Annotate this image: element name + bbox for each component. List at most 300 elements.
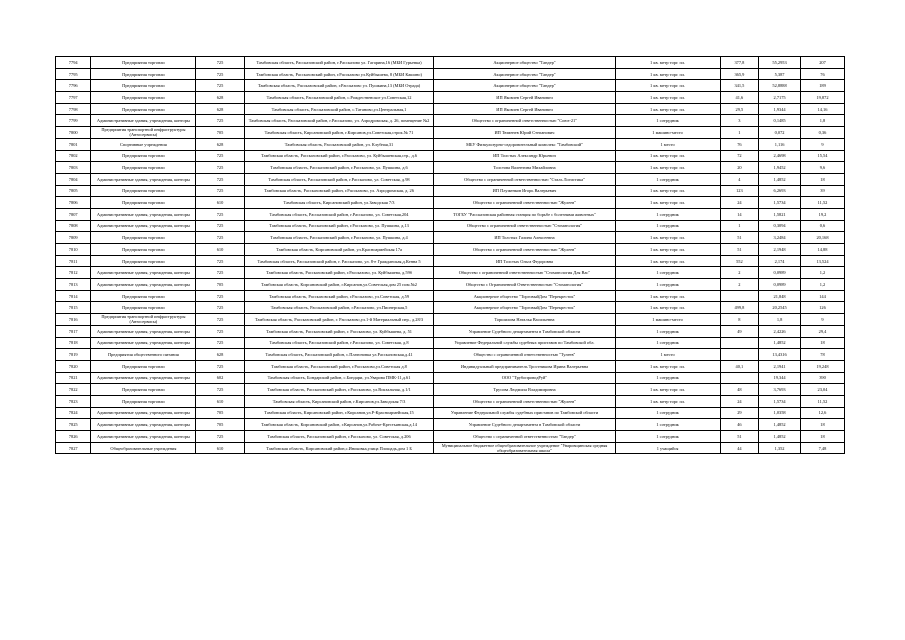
organization-cell: Общество с ограниченной ответственностью "Тулеев" bbox=[434, 349, 615, 361]
address-cell: Тамбовская область, Бондарский район, с.Бондари, ул.Уварова ПМК-11,д.61 bbox=[244, 372, 434, 384]
value-3-cell: 1,8 bbox=[800, 115, 844, 127]
address-cell: Тамбовская область, Кирсановский район, г.Кирсанов,ул.Рабоче-Крестьянская,д.14 bbox=[244, 419, 434, 431]
address-cell: Тамбовская область, Кирсановский район, ул.Заводская 7/3 bbox=[244, 197, 434, 209]
organization-cell: Общество с ограниченной ответственностью "Жулеев" bbox=[434, 197, 615, 209]
object-type-cell: Предприятия торговли bbox=[91, 302, 196, 314]
object-type-cell: Предприятия торговли bbox=[91, 68, 196, 80]
unit-cell: 1 сотрудник bbox=[615, 431, 720, 443]
table-row bbox=[56, 244, 845, 256]
table-row bbox=[56, 407, 845, 419]
table-row bbox=[56, 197, 845, 209]
row-id-cell: 7826 bbox=[56, 431, 91, 443]
value-1-cell bbox=[720, 290, 759, 302]
value-2-cell: 1,352 bbox=[759, 442, 801, 454]
organization-cell: Торшилова Наталья Васильевна bbox=[434, 314, 615, 326]
table-row bbox=[56, 92, 845, 104]
unit-cell: 1 кв. метр торг. пл. bbox=[615, 185, 720, 197]
code-cell: 610 bbox=[196, 442, 244, 454]
unit-cell: 1 кв. метр торг. пл. bbox=[615, 103, 720, 115]
address-cell: Тамбовская область, Рассказовский район, г.Рассказово, ул. Советская, д.206 bbox=[244, 431, 434, 443]
address-cell: Тамбовская область, Рассказовский район, г.Рассказово, ул. Аэродромская, д. 26, помещение №2 bbox=[244, 115, 434, 127]
organization-cell: Общество с ограниченной ответственностью "Жулеев" bbox=[434, 244, 615, 256]
row-id-cell: 7799 bbox=[56, 115, 91, 127]
table-row bbox=[56, 290, 845, 302]
object-type-cell: Предприятия торговли bbox=[91, 185, 196, 197]
code-cell: 705 bbox=[196, 407, 244, 419]
value-1-cell bbox=[720, 337, 759, 349]
code-cell: 610 bbox=[196, 395, 244, 407]
value-2-cell: 1,116 bbox=[759, 138, 801, 150]
object-type-cell: Административные здания, учреждения, конторы bbox=[91, 325, 196, 337]
value-2-cell: 21,848 bbox=[759, 290, 801, 302]
organization-cell: Индивидуальный предприниматель Тростникова Ирина Валерьевна bbox=[434, 360, 615, 372]
unit-cell: 1 кв. метр торг. пл. bbox=[615, 92, 720, 104]
unit-cell: 1 сотрудник bbox=[615, 173, 720, 185]
address-cell: Тамбовская область, Рассказовский район, г.Рассказово, ул. Советская, д.8 bbox=[244, 337, 434, 349]
value-3-cell: 76 bbox=[800, 68, 844, 80]
value-1-cell: 20 bbox=[720, 162, 759, 174]
unit-cell: 1 кв. метр торг. пл. bbox=[615, 197, 720, 209]
code-cell: 705 bbox=[196, 279, 244, 291]
organization-cell: Акционерное общество "Тандер" bbox=[434, 80, 615, 92]
organization-cell: ИП Толстых Александр Юрьевич bbox=[434, 150, 615, 162]
address-cell: Тамбовская область, Кирсановский район, г.Кирсанов,ул.Р-Красноармейская,15 bbox=[244, 407, 434, 419]
address-cell: Тамбовская область, Рассказовский район, с.Платоновка ул.Рассказовская,д.41 bbox=[244, 349, 434, 361]
code-cell: 725 bbox=[196, 57, 244, 69]
unit-cell: 1 кв. метр торг. пл. bbox=[615, 162, 720, 174]
code-cell: 725 bbox=[196, 337, 244, 349]
table-row bbox=[56, 127, 845, 139]
object-type-cell: Предприятия общественного питания bbox=[91, 349, 196, 361]
value-3-cell: 18 bbox=[800, 337, 844, 349]
organization-cell: ИП Плуженков Игорь Валерьевич bbox=[434, 185, 615, 197]
code-cell: 725 bbox=[196, 314, 244, 326]
row-id-cell: 7803 bbox=[56, 162, 91, 174]
table-row bbox=[56, 372, 845, 384]
table-row bbox=[56, 349, 845, 361]
organization-cell: ТОГБУ "Рассказовская районная станция по борьбе с болезнями животных" bbox=[434, 208, 615, 220]
row-id-cell: 7824 bbox=[56, 407, 91, 419]
row-id-cell: 7825 bbox=[56, 419, 91, 431]
organization-cell: ИП Толстых Галина Алексеевна bbox=[434, 232, 615, 244]
row-id-cell: 7823 bbox=[56, 395, 91, 407]
code-cell: 725 bbox=[196, 360, 244, 372]
organization-cell: Управление Федеральной службы судебных приставов по Тамбовской области bbox=[434, 407, 615, 419]
unit-cell: 1 сотрудник bbox=[615, 208, 720, 220]
table-row bbox=[56, 68, 845, 80]
value-3-cell: 19,2 bbox=[800, 208, 844, 220]
organization-cell: Управление Судебного департамента в Тамбовской области bbox=[434, 419, 615, 431]
value-2-cell: 19,344 bbox=[759, 372, 801, 384]
unit-cell: 1 кв. метр торг. пл. bbox=[615, 244, 720, 256]
object-type-cell: Предприятия транспортной инфраструктуры (Автосервисы) bbox=[91, 314, 196, 326]
registry-table bbox=[55, 56, 845, 454]
code-cell: 725 bbox=[196, 290, 244, 302]
value-3-cell: 11,52 bbox=[800, 197, 844, 209]
unit-cell: 1 кв. метр торг. пл. bbox=[615, 290, 720, 302]
row-id-cell: 7818 bbox=[56, 337, 91, 349]
value-2-cell: 1,5734 bbox=[759, 197, 801, 209]
value-1-cell: 76 bbox=[720, 138, 759, 150]
value-1-cell: 341,5 bbox=[720, 80, 759, 92]
unit-cell: 1 сотрудник bbox=[615, 267, 720, 279]
row-id-cell: 7812 bbox=[56, 267, 91, 279]
value-2-cell: 52,8888 bbox=[759, 80, 801, 92]
value-2-cell: 13,4316 bbox=[759, 349, 801, 361]
object-type-cell: Административные здания, учреждения, конторы bbox=[91, 372, 196, 384]
code-cell: 725 bbox=[196, 115, 244, 127]
code-cell: 602 bbox=[196, 372, 244, 384]
unit-cell: 1 кв. метр торг. пл. bbox=[615, 302, 720, 314]
row-id-cell: 7801 bbox=[56, 138, 91, 150]
address-cell: Тамбовская область, Кирсановский район,с.Иноковка,улица Площадь,дом 1 Б bbox=[244, 442, 434, 454]
table-row bbox=[56, 138, 845, 150]
row-id-cell: 7822 bbox=[56, 384, 91, 396]
value-2-cell: 1,9344 bbox=[759, 103, 801, 115]
organization-cell: Акционерное общество "Тандер" bbox=[434, 68, 615, 80]
object-type-cell: Предприятия торговли bbox=[91, 395, 196, 407]
table-row bbox=[56, 150, 845, 162]
object-type-cell: Предприятия торговли bbox=[91, 57, 196, 69]
object-type-cell: Общеобразовательные учреждения bbox=[91, 442, 196, 454]
organization-cell: ИП Тюменев Юрий Степанович bbox=[434, 127, 615, 139]
value-2-cell: 1,4852 bbox=[759, 419, 801, 431]
organization-cell: Муниципальное бюджетное общеобразовательное учреждение "Уваровщинская средняя общеобразовательная школа" bbox=[434, 442, 615, 454]
value-2-cell: 0,0989 bbox=[759, 267, 801, 279]
unit-cell: 1 сотрудник bbox=[615, 407, 720, 419]
value-1-cell: 8 bbox=[720, 314, 759, 326]
value-1-cell bbox=[720, 349, 759, 361]
value-3-cell: 18 bbox=[800, 419, 844, 431]
value-1-cell: 24 bbox=[720, 197, 759, 209]
value-3-cell: 29,4 bbox=[800, 325, 844, 337]
value-2-cell: 5,387 bbox=[759, 68, 801, 80]
value-3-cell: 19,248 bbox=[800, 360, 844, 372]
code-cell: 725 bbox=[196, 267, 244, 279]
table-row bbox=[56, 208, 845, 220]
value-3-cell: 144 bbox=[800, 290, 844, 302]
value-1-cell: 46 bbox=[720, 419, 759, 431]
address-cell: Тамбовская область, Рассказовский район, г.Рассказово, ул. Советская, д.98 bbox=[244, 173, 434, 185]
value-2-cell: 1,8 bbox=[759, 314, 801, 326]
row-id-cell: 7795 bbox=[56, 68, 91, 80]
unit-cell: 1 сотрудник bbox=[615, 115, 720, 127]
address-cell: Тамбовская область, Рассказовский район, г.Рассказово, ул. Советская,204 bbox=[244, 208, 434, 220]
value-1-cell: 41,6 bbox=[720, 92, 759, 104]
code-cell: 725 bbox=[196, 302, 244, 314]
row-id-cell: 7798 bbox=[56, 103, 91, 115]
table-row bbox=[56, 103, 845, 115]
row-id-cell: 7813 bbox=[56, 279, 91, 291]
unit-cell: 1 сотрудник bbox=[615, 372, 720, 384]
value-3-cell: 15,54 bbox=[800, 150, 844, 162]
address-cell: Тамбовская область, Кирсановский район, ул.Красноармейская 17а bbox=[244, 244, 434, 256]
registry-sheet bbox=[55, 56, 845, 454]
value-2-cell: 2,174 bbox=[759, 255, 801, 267]
row-id-cell: 7809 bbox=[56, 232, 91, 244]
table-row bbox=[56, 185, 845, 197]
code-cell: 725 bbox=[196, 150, 244, 162]
row-id-cell: 7819 bbox=[56, 349, 91, 361]
value-2-cell: 55,2953 bbox=[759, 57, 801, 69]
code-cell: 725 bbox=[196, 431, 244, 443]
row-id-cell: 7794 bbox=[56, 57, 91, 69]
address-cell: Тамбовская область, Рассказовский район, г.Рассказово, ул.Вокзальная, д.1/1 bbox=[244, 384, 434, 396]
value-2-cell: 1,4852 bbox=[759, 173, 801, 185]
object-type-cell: Предприятия торговли bbox=[91, 384, 196, 396]
unit-cell: 1 кв. метр торг. пл. bbox=[615, 395, 720, 407]
address-cell: Тамбовская область, Рассказовский район, г.Рассказово, ул. Пушкина, д.4 bbox=[244, 232, 434, 244]
row-id-cell: 7796 bbox=[56, 80, 91, 92]
address-cell: Тамбовская область, Рассказовский район, г.Рассказово, ул. Куйбышева, д.59б bbox=[244, 267, 434, 279]
object-type-cell: Административные здания, учреждения, конторы bbox=[91, 208, 196, 220]
organization-cell: ООО "ТрубопроводРуй" bbox=[434, 372, 615, 384]
address-cell: Тамбовская область, Рассказовский район, г.Рассказово, ул. Аэродромская, д. 26 bbox=[244, 185, 434, 197]
value-3-cell: 1,2 bbox=[800, 279, 844, 291]
object-type-cell: Административные здания, учреждения, конторы bbox=[91, 267, 196, 279]
value-1-cell: 48 bbox=[720, 384, 759, 396]
value-3-cell: 126 bbox=[800, 302, 844, 314]
object-type-cell: Административные здания, учреждения, конторы bbox=[91, 407, 196, 419]
code-cell: 610 bbox=[196, 197, 244, 209]
row-id-cell: 7804 bbox=[56, 173, 91, 185]
code-cell: 725 bbox=[196, 80, 244, 92]
row-id-cell: 7821 bbox=[56, 372, 91, 384]
row-id-cell: 7816 bbox=[56, 314, 91, 326]
row-id-cell: 7802 bbox=[56, 150, 91, 162]
value-3-cell: 9 bbox=[800, 138, 844, 150]
address-cell: Тамбовская область, Рассказовский район, г.Рассказово, ул. Пушкина, д.13 bbox=[244, 220, 434, 232]
value-2-cell: 2,1941 bbox=[759, 360, 801, 372]
row-id-cell: 7808 bbox=[56, 220, 91, 232]
value-3-cell: 78 bbox=[800, 349, 844, 361]
table-row bbox=[56, 173, 845, 185]
unit-cell: 1 кв. метр торг. пл. bbox=[615, 68, 720, 80]
code-cell: 725 bbox=[196, 68, 244, 80]
table-row bbox=[56, 80, 845, 92]
code-cell: 725 bbox=[196, 173, 244, 185]
row-id-cell: 7807 bbox=[56, 208, 91, 220]
value-1-cell: 1 bbox=[720, 220, 759, 232]
organization-cell: Акционерное общество "ТорговыйДом "Перекресток" bbox=[434, 302, 615, 314]
table-row bbox=[56, 384, 845, 396]
row-id-cell: 7827 bbox=[56, 442, 91, 454]
unit-cell: 1 кв. метр торг. пл. bbox=[615, 80, 720, 92]
row-id-cell: 7806 bbox=[56, 197, 91, 209]
value-3-cell: 18 bbox=[800, 431, 844, 443]
organization-cell: Общество с ограниченной ответственностью "Стоматология" bbox=[434, 220, 615, 232]
table-row bbox=[56, 302, 845, 314]
value-3-cell: 9 bbox=[800, 314, 844, 326]
unit-cell: 1 кв. метр торг. пл. bbox=[615, 150, 720, 162]
row-id-cell: 7797 bbox=[56, 92, 91, 104]
value-3-cell: 39 bbox=[800, 185, 844, 197]
value-1-cell: 3 bbox=[720, 115, 759, 127]
value-1-cell: 4 bbox=[720, 173, 759, 185]
row-id-cell: 7800 bbox=[56, 127, 91, 139]
unit-cell: 1 сотрудник bbox=[615, 419, 720, 431]
value-2-cell: 3,7693 bbox=[759, 384, 801, 396]
object-type-cell: Предприятия торговли bbox=[91, 255, 196, 267]
organization-cell: Общество с ограниченной ответственностью "Жулеев" bbox=[434, 395, 615, 407]
object-type-cell: Предприятия торговли bbox=[91, 244, 196, 256]
table-row bbox=[56, 314, 845, 326]
object-type-cell: Административные здания, учреждения, конторы bbox=[91, 173, 196, 185]
table-row bbox=[56, 279, 845, 291]
value-1-cell: 499,8 bbox=[720, 302, 759, 314]
value-3-cell: 7,48 bbox=[800, 442, 844, 454]
unit-cell: 1 кв. метр торг. пл. bbox=[615, 255, 720, 267]
address-cell: Тамбовская область, Рассказовский район, г.Рассказово, ул. Куйбышевская,стр., д.6 bbox=[244, 150, 434, 162]
value-1-cell: 51 bbox=[720, 232, 759, 244]
row-id-cell: 7814 bbox=[56, 290, 91, 302]
code-cell: 725 bbox=[196, 208, 244, 220]
object-type-cell: Предприятия торговли bbox=[91, 162, 196, 174]
value-3-cell: 13,524 bbox=[800, 255, 844, 267]
value-3-cell: 0,36 bbox=[800, 127, 844, 139]
address-cell: Тамбовская область, Рассказовский район, ул. Клубная,31 bbox=[244, 138, 434, 150]
address-cell: Тамбовская область, Кирсановский район, г.Кирсанов,ул.Советская,строк.№ 71 bbox=[244, 127, 434, 139]
value-2-cell: 1,9452 bbox=[759, 162, 801, 174]
code-cell: 628 bbox=[196, 349, 244, 361]
code-cell: 705 bbox=[196, 127, 244, 139]
value-3-cell: 390 bbox=[800, 372, 844, 384]
object-type-cell: Административные здания, учреждения, конторы bbox=[91, 115, 196, 127]
address-cell: Тамбовская область, Кирсановский район, г.Кирсанов,ул.Советская,дом 25 пом.№2 bbox=[244, 279, 434, 291]
value-1-cell: 24 bbox=[720, 395, 759, 407]
value-3-cell: 19,872 bbox=[800, 92, 844, 104]
organization-cell: Акционерное общество "ТорговыйДом "Перекресток" bbox=[434, 290, 615, 302]
organization-cell: Общество с ограниченной ответственностью "Сталь Логистика" bbox=[434, 173, 615, 185]
value-2-cell: 0,072 bbox=[759, 127, 801, 139]
object-type-cell: Предприятия торговли bbox=[91, 290, 196, 302]
value-2-cell: 1,4852 bbox=[759, 431, 801, 443]
value-1-cell: 29 bbox=[720, 407, 759, 419]
value-3-cell: 9,6 bbox=[800, 162, 844, 174]
table-row bbox=[56, 419, 845, 431]
unit-cell: 1 учащийся bbox=[615, 442, 720, 454]
address-cell: Тамбовская область, Рассказовский район, г.Рассказово ул.Куйбышева, 8 (МБИ Кашино) bbox=[244, 68, 434, 80]
object-type-cell: Предприятия транспортной инфраструктуры (Автосервисы) bbox=[91, 127, 196, 139]
code-cell: 705 bbox=[196, 419, 244, 431]
value-1-cell: 14 bbox=[720, 208, 759, 220]
object-type-cell: Предприятия торговли bbox=[91, 360, 196, 372]
registry-table-body bbox=[56, 57, 845, 454]
organization-cell: Акционерное общество "Тандер" bbox=[434, 57, 615, 69]
value-2-cell: 0,0989 bbox=[759, 279, 801, 291]
value-3-cell: 14,88 bbox=[800, 244, 844, 256]
value-2-cell: 6,2693 bbox=[759, 185, 801, 197]
object-type-cell: Спортивные учреждения bbox=[91, 138, 196, 150]
address-cell: Тамбовская область, Рассказовский район, г. Рассказово, ул. Куйбышева, д. 51 bbox=[244, 325, 434, 337]
table-row bbox=[56, 220, 845, 232]
address-cell: Тамбовская область, Рассказовский район, с.Татаново,ул.Центральная,1 bbox=[244, 103, 434, 115]
row-id-cell: 7805 bbox=[56, 185, 91, 197]
value-2-cell: 2,1948 bbox=[759, 244, 801, 256]
value-1-cell bbox=[720, 372, 759, 384]
value-1-cell: 40,1 bbox=[720, 360, 759, 372]
value-1-cell: 377,8 bbox=[720, 57, 759, 69]
value-2-cell: 2,4226 bbox=[759, 325, 801, 337]
value-1-cell: 552 bbox=[720, 255, 759, 267]
value-2-cell: 1,5821 bbox=[759, 208, 801, 220]
value-2-cell: 2,4698 bbox=[759, 150, 801, 162]
value-2-cell: 3,2484 bbox=[759, 232, 801, 244]
unit-cell: 1 кв. метр торг. пл. bbox=[615, 232, 720, 244]
object-type-cell: Предприятия торговли bbox=[91, 80, 196, 92]
object-type-cell: Административные здания, учреждения, конторы bbox=[91, 431, 196, 443]
address-cell: Тамбовская область, Кирсановский район, г.Кирсанов,ул.Заводская 7/3 bbox=[244, 395, 434, 407]
object-type-cell: Административные здания, учреждения, конторы bbox=[91, 337, 196, 349]
table-row bbox=[56, 267, 845, 279]
value-3-cell: 207 bbox=[800, 57, 844, 69]
object-type-cell: Административные здания, учреждения, конторы bbox=[91, 279, 196, 291]
organization-cell: Управление Судебного департамента в Тамбовской области bbox=[434, 325, 615, 337]
value-1-cell: 72 bbox=[720, 150, 759, 162]
value-3-cell: 1,2 bbox=[800, 267, 844, 279]
organization-cell: Общество с ограниченной ответственностью "Тандер" bbox=[434, 431, 615, 443]
value-1-cell: 51 bbox=[720, 431, 759, 443]
unit-cell: 1 сотрудник bbox=[615, 337, 720, 349]
value-3-cell: 14,16 bbox=[800, 103, 844, 115]
row-id-cell: 7811 bbox=[56, 255, 91, 267]
unit-cell: 1 кв. метр торг. пл. bbox=[615, 384, 720, 396]
unit-cell: 1 место bbox=[615, 349, 720, 361]
value-2-cell: 1,0358 bbox=[759, 407, 801, 419]
code-cell: 628 bbox=[196, 103, 244, 115]
value-1-cell: 29,5 bbox=[720, 103, 759, 115]
row-id-cell: 7817 bbox=[56, 325, 91, 337]
code-cell: 628 bbox=[196, 92, 244, 104]
unit-cell: 1 сотрудник bbox=[615, 220, 720, 232]
address-cell: Тамбовская область, Рассказовский район, с.Рождественское ул.Советская,12 bbox=[244, 92, 434, 104]
table-row bbox=[56, 325, 845, 337]
organization-cell: Общество с ограниченной ответственностью "Союз-21" bbox=[434, 115, 615, 127]
value-2-cell: 1,4852 bbox=[759, 337, 801, 349]
value-1-cell: 2 bbox=[720, 267, 759, 279]
table-row bbox=[56, 57, 845, 69]
value-3-cell: 189 bbox=[800, 80, 844, 92]
value-1-cell: 44 bbox=[720, 442, 759, 454]
row-id-cell: 7820 bbox=[56, 360, 91, 372]
organization-cell: МБУ Физкультурно-оздоровительный комплекс "Тамбовский" bbox=[434, 138, 615, 150]
code-cell: 725 bbox=[196, 220, 244, 232]
code-cell: 725 bbox=[196, 255, 244, 267]
value-2-cell: 0,3094 bbox=[759, 220, 801, 232]
address-cell: Тамбовская область, Рассказовский район, г.Рассказово, ул. Пушкина, д.6 bbox=[244, 162, 434, 174]
code-cell: 725 bbox=[196, 384, 244, 396]
address-cell: Тамбовская область, Рассказовский район, г. Рассказово,ул.1-й Материальный пер., д.28/3 bbox=[244, 314, 434, 326]
value-1-cell: 1 bbox=[720, 127, 759, 139]
address-cell: Тамбовская область, Рассказовский район, г.Рассказово, ул.Советская, д.59 bbox=[244, 290, 434, 302]
value-1-cell: 123 bbox=[720, 185, 759, 197]
table-row bbox=[56, 395, 845, 407]
unit-cell: 1 кв. метр торг. пл. bbox=[615, 360, 720, 372]
object-type-cell: Предприятия торговли bbox=[91, 197, 196, 209]
object-type-cell: Административные здания, учреждения, конторы bbox=[91, 220, 196, 232]
organization-cell: Управление Федеральной службы судебных приставов по Тамбовской обл. bbox=[434, 337, 615, 349]
value-3-cell: 18 bbox=[800, 173, 844, 185]
value-1-cell: 2 bbox=[720, 279, 759, 291]
address-cell: Тамбовская область, Рассказовский район, г. Рассказово, ул. 8-е Гражданская,д.Кенна 5 bbox=[244, 255, 434, 267]
address-cell: Тамбовская область, Рассказовский район, г.Рассказово,ул.Советская д.8 bbox=[244, 360, 434, 372]
unit-cell: 1 машино-место bbox=[615, 127, 720, 139]
row-id-cell: 7815 bbox=[56, 302, 91, 314]
value-1-cell: 365,9 bbox=[720, 68, 759, 80]
object-type-cell: Предприятия торговли bbox=[91, 92, 196, 104]
organization-cell: Толстова Валентина Михайловна bbox=[434, 162, 615, 174]
organization-cell: ИП Толстых Ольга Федоровна bbox=[434, 255, 615, 267]
